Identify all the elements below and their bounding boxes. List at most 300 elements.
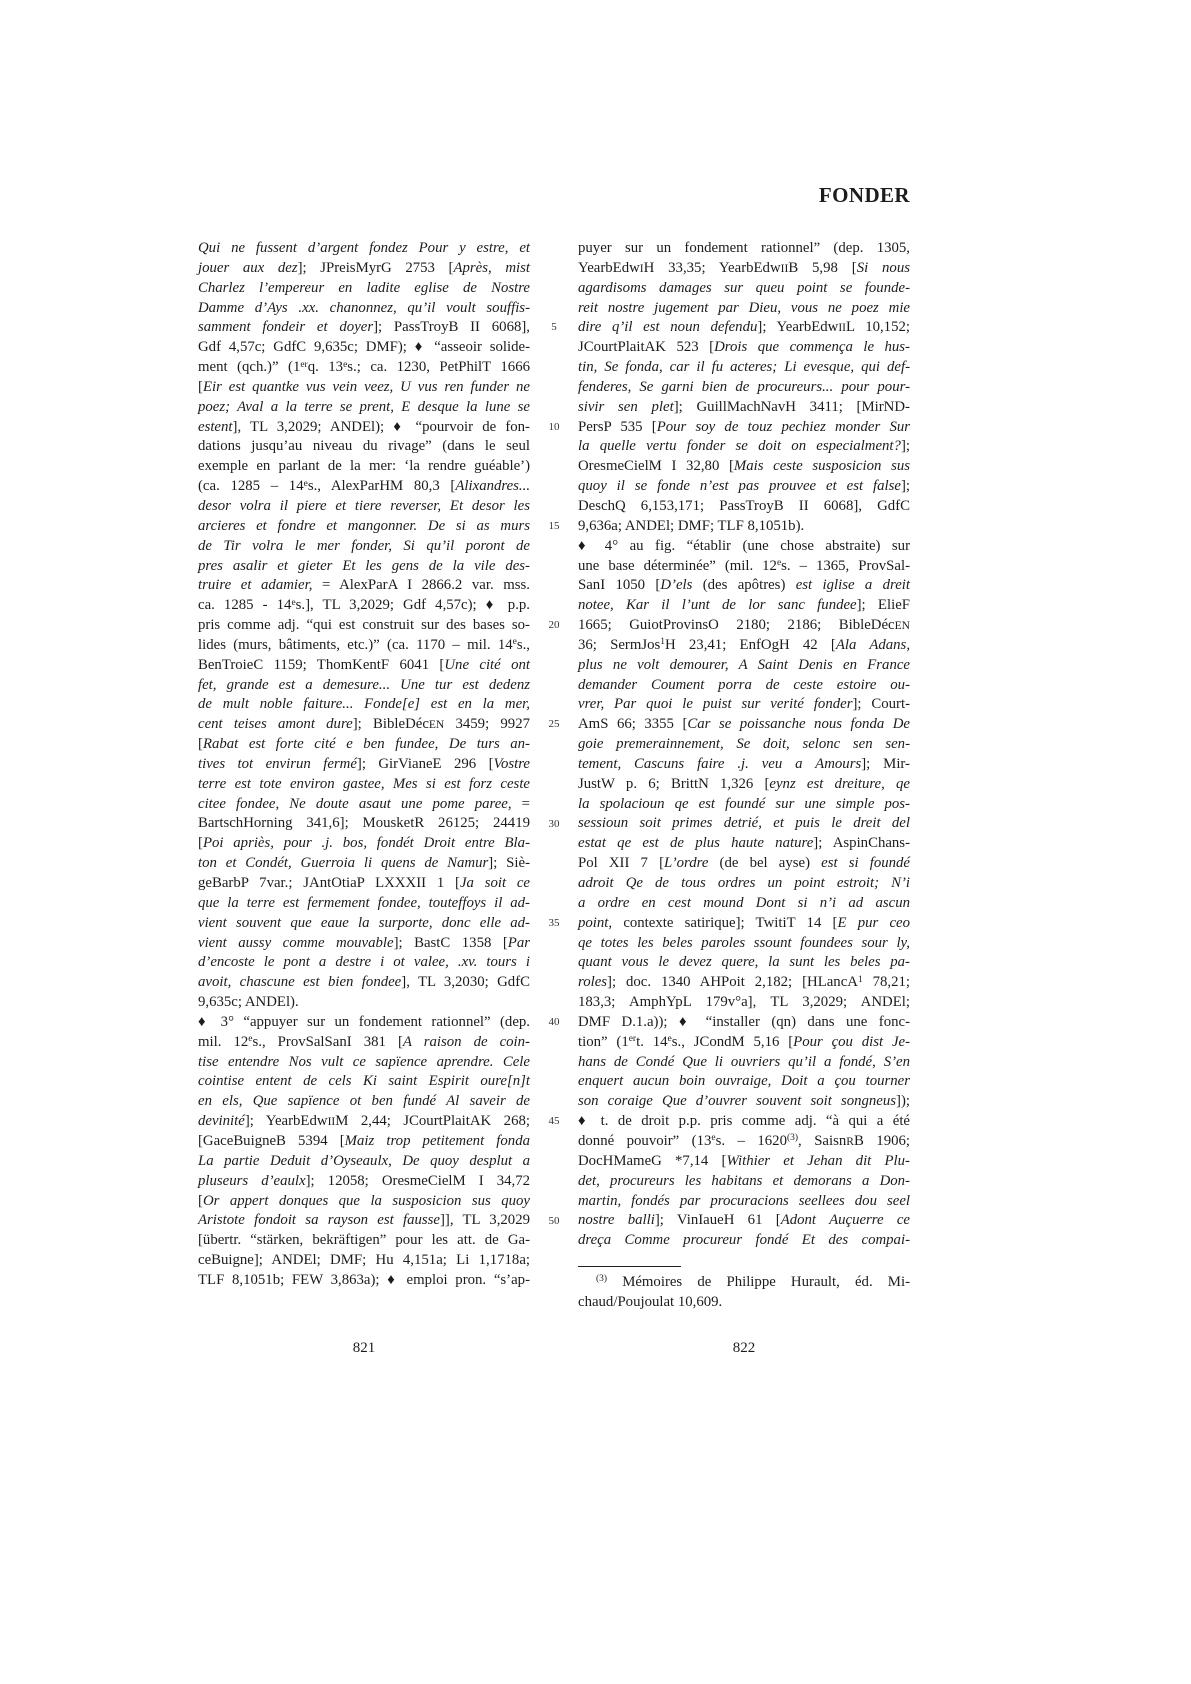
text-run: s. – 1365, ProvSal- [781,557,910,574]
right-column-line [578,299,910,319]
left-column-line [198,934,530,954]
line-text [198,240,530,256]
text-run: M 2,44; JCourtPlaitAK 268; [335,1113,530,1130]
text-run: 36; SermJos [578,636,661,653]
right-column-line [578,656,910,676]
right-column-line [578,814,910,834]
left-column-line [198,1211,530,1231]
line-text [198,994,299,1010]
text-run: t. 14 [636,1033,668,1050]
line-text [578,617,910,633]
line-text [578,498,910,514]
left-column-line [198,656,530,676]
text-run: 1665; GuiotProvinsO 2180; 2186; BibleDéc [578,617,895,634]
superscript: er [628,1034,637,1045]
line-text [198,260,530,276]
line-text [578,518,804,534]
quotation-run: cent teises amont dure [198,716,353,733]
quotation-run: est iglise a dreit [795,577,911,594]
line-text [578,915,910,931]
quotation-run: vient souvent que eaue la surporte, donc elle ad- [198,914,530,931]
small-caps-run: II [327,1116,336,1129]
line-text [198,1073,530,1089]
line-text [198,379,530,395]
line-text [578,280,910,296]
line-text [578,736,910,752]
superscript: e [343,359,348,370]
left-column [198,239,530,1291]
quotation-run: agardisoms damages sur queu point se founde- [578,279,910,296]
text-run: JustW p. 6; BrittN 1,326 [ [578,775,770,792]
quotation-run: tives tot envirun fermé [198,755,357,772]
line-text [198,736,530,752]
right-column-line [578,973,910,993]
right-column-line [578,338,910,358]
line-text [578,796,910,812]
text-run: BartschHorning 341,6]; MousketR 26125; 24419 [198,815,530,832]
quotation-run: Par [507,934,530,951]
right-column-line [578,418,910,438]
quotation-run: Damme d’Ays .xx. chanonnez, qu’il voult souffis- [198,299,530,316]
text-run: B 1906; [853,1132,910,1149]
text-run: = AlexParA I 2866.2 var. mss. [312,577,530,594]
superscript: (3) [596,1274,608,1285]
text-run: [ [198,378,203,395]
left-column-line [198,854,530,874]
right-column-line [578,1013,910,1033]
line-text [198,399,530,415]
line-text [578,935,910,951]
quotation-run: la spolacioun qe est foundé sur une simple pos- [578,795,910,812]
line-text [198,1232,530,1248]
text-run: s., [516,636,530,653]
text-run: ], TL 3,2030; GdfC [401,974,531,991]
line-text [198,1133,530,1149]
quotation-run: pluseurs d’eaulx [198,1172,306,1189]
quotation-run: Withier et Jehan dit Plu- [726,1152,910,1169]
line-text [198,538,530,554]
left-column-line [198,616,530,636]
line-text [198,1193,530,1209]
line-text [198,677,530,693]
line-text [198,617,530,633]
left-column-line [198,715,530,735]
line-text [578,1113,910,1129]
left-column-line [198,1112,530,1132]
right-column-line [578,1172,910,1192]
line-number: 10 [548,420,560,433]
line-text [578,1034,910,1050]
line-text [198,1054,530,1070]
quotation-run: fenderes, Se garni bien de procureurs... pour pour- [578,378,910,395]
left-column-line [198,398,530,418]
text-run: OresmeCielM I 32,80 [ [578,458,734,475]
line-text [578,696,910,712]
left-column-line [198,1192,530,1212]
text-run: ]; YearbEdw [244,1113,328,1130]
quotation-run: E pur ceo [837,914,911,931]
text-run: ]; ElieF [856,597,910,614]
quotation-run: que la terre est fermement fondee, touteffoys il ad- [198,894,530,911]
right-column-line [578,715,910,735]
quotation-run: son coraige Que d’ouvrer souvent soit songneus [578,1093,897,1110]
line-text [578,1073,910,1089]
left-column-line [198,1251,530,1271]
quotation-run: poez; Aval a la terre se prent, E desque la lune se [198,398,530,415]
text-run: ]; VinIaueH 61 [ [654,1212,781,1229]
page-number-left: 821 [352,1340,376,1356]
text-run: L 10,152; [846,319,910,336]
line-text [198,1113,530,1129]
quotation-run: est si foundé [821,855,910,872]
text-run: ]], TL 3,2029 [439,1212,530,1229]
text-run: = [511,795,530,812]
quotation-run: nostre balli [578,1212,655,1229]
left-column-line [198,1152,530,1172]
line-text [578,756,910,772]
small-caps-run: EN [894,620,910,633]
quotation-run: terre est tote environ gastee, Mes si est forz ceste [198,775,530,792]
right-column-line [578,1072,910,1092]
footnote-separator [578,1266,681,1267]
left-column-line [198,299,530,319]
line-text [578,1232,910,1248]
right-column-line [578,1033,910,1053]
line-text [578,399,910,415]
line-text [198,1173,530,1189]
line-text [578,458,910,474]
quotation-run: Aristote fondoit sa rayson est fausse [198,1212,440,1229]
line-text [198,359,530,375]
line-text [198,280,530,296]
quotation-run: devinité [198,1113,245,1130]
quotation-run: Une cité ont [444,656,530,673]
quotation-run: a ordre en cest mound Dont si n’i ad ascun [578,894,910,911]
line-number: 5 [551,321,557,334]
quotation-run: qe totes les beles paroles ssount foundees sour ly, [578,934,910,951]
left-column-line [198,596,530,616]
line-text [578,260,910,276]
quotation-run: eynz est dreiture, qe [769,775,910,792]
text-run: TLF 8,1051b; FEW 3,863a); ♦ emploi pron. “s’ap- [198,1271,530,1288]
quotation-run: jouer aux dez [198,259,298,276]
text-run: [ [198,1192,203,1209]
quotation-run: La partie Deduit d’Oyseaulx, De quoy desplut a [198,1152,530,1169]
text-run: ]; YearbEdw [757,319,839,336]
left-column-line [198,755,530,775]
line-text [578,875,910,891]
line-text [198,796,530,812]
line-text [578,319,910,335]
quotation-run: dreça Comme procureur fondé Et des compai- [578,1232,910,1249]
text-run: ]; JPreisMyrG 2753 [ [297,259,454,276]
line-text [578,538,910,554]
left-column-line [198,973,530,993]
line-text [578,895,910,911]
small-caps-run: EN [428,719,445,732]
quotation-run: Pour çou dist Je- [793,1033,911,1050]
quotation-run: estat qe est de plus haute nature [578,835,814,852]
left-column-line [198,437,530,457]
quotation-run: Or appert donques que la susposicion sus quoy [202,1192,530,1209]
text-run: DeschQ 6,153,171; PassTroyB II 6068], GdfC [578,497,910,514]
left-column-line [198,1053,530,1073]
line-text [578,637,910,653]
quotation-run: la quelle vertu fonder se doit on especialment? [578,438,901,455]
line-text [578,994,910,1010]
line-text [198,518,530,534]
text-run: DMF D.1.a)); ♦ “installer (qn) dans une fonc- [578,1013,910,1030]
line-text [578,1054,910,1070]
text-run: BenTroieC 1159; ThomKentF 6041 [ [198,656,445,673]
quotation-run: Pour soy de touz pechiez monder Sur [656,418,911,435]
line-text [198,915,530,931]
right-column-line [578,795,910,815]
line-text [578,954,910,970]
line-text [198,875,530,891]
text-run: [ [198,835,203,852]
line-text [198,419,530,435]
text-run: contexte satirique]; TwitiT 14 [ [612,914,838,931]
quotation-run: Mais ceste susposicion sus [733,458,910,475]
right-column-line [578,1092,910,1112]
line-text [578,1153,910,1169]
quotation-run: A raison de coin- [402,1033,530,1050]
line-text [198,597,530,613]
quotation-run: Car se poissanche nous fonda De [687,716,911,733]
quotation-run: hans de Condé Que li ouvriers qu’il a fondé, S’en [578,1053,910,1070]
right-column-line [578,1231,910,1251]
line-text [578,1133,910,1149]
line-text [198,756,530,772]
line-number: 45 [548,1115,560,1128]
right-column-line [578,914,910,934]
text-run: (ca. 1285 – 14 [198,478,304,495]
line-number: 40 [548,1016,560,1029]
quotation-run: cointise entent de cels Ki saint Espirit oure[n]t [198,1073,530,1090]
text-run: ]; BastC 1358 [ [393,934,508,951]
line-number: 20 [548,619,560,632]
text-run: YearbEdw [578,259,640,276]
right-column-line [578,1132,910,1152]
right-column-line [578,775,910,795]
line-text [198,657,530,673]
superscript: 1 [857,974,863,985]
left-column-line [198,1013,530,1033]
right-column-line [578,1152,910,1172]
text-run: H 23,41; EnfOgH 42 [ [665,636,836,653]
line-text [198,478,530,494]
text-run: lides (murs, bâtiments, etc.)” (ca. 1170 – mil. 14 [198,636,513,653]
line-text [596,1274,910,1290]
line-text [578,974,910,990]
text-run: ]; 12058; OresmeCielM I 34,72 [305,1172,530,1189]
right-column-line [578,279,910,299]
line-text [198,558,530,574]
left-column-line [198,259,530,279]
left-column-line [198,1271,530,1291]
right-column-line [578,874,910,894]
small-caps-run: II [780,262,789,275]
quotation-run: arcieres et fondre et mangonner. De si as murs [198,517,530,534]
line-text [578,419,910,435]
quotation-run: Rabat est forte cité e ben fundee, De turs an- [202,736,530,753]
small-caps-run: R [846,1135,854,1148]
quotation-run: desor volra il piere et tiere reverser, Et desor les [198,497,530,514]
left-column-line [198,894,530,914]
right-column [578,239,910,1251]
line-number: 35 [548,916,560,929]
right-column-line [578,676,910,696]
text-run: ]; Mir- [861,755,910,772]
left-column-line [198,477,530,497]
line-text [198,815,530,831]
left-column-line [198,279,530,299]
quotation-run: fet, grande est a demesure... Une tur est dedenz [198,676,530,693]
left-column-line [198,576,530,596]
text-run: chaud/Poujoulat 10,609. [578,1293,723,1310]
text-run: ♦ 3° “appuyer sur un fondement rationnel” (dep. [198,1013,530,1030]
superscript: (3) [786,1133,799,1144]
quotation-run: Poi apriès, pour .j. bos, fondét Droit entre Bla- [202,835,530,852]
right-column-line [578,894,910,914]
text-run: q. 13 [307,359,344,376]
quotation-run: Alixandres... [455,478,531,495]
quotation-run: D’els [660,577,693,594]
line-text [578,855,910,871]
quotation-run: sivir sen plet [578,398,674,415]
superscript: e [512,637,517,648]
line-text [578,677,910,693]
right-column-line [578,239,910,259]
text-run: ceBuigne]; ANDEl; DMF; Hu 4,151a; Li 1,1718a; [198,1252,530,1269]
text-run: AmS 66; 3355 [ [578,716,688,733]
left-column-line [198,557,530,577]
line-text [198,637,530,653]
text-run: une base déterminée” (mil. 12 [578,557,777,574]
text-run: s. – 1620 [715,1132,787,1149]
line-text [578,240,910,256]
right-column-line [578,517,910,537]
right-column-line [578,398,910,418]
text-run: (de bel ayse) [708,855,822,872]
right-column-line [578,1192,910,1212]
text-run: ]; BibleDéc [352,716,429,733]
left-column-line [198,378,530,398]
quotation-run: d’encoste le pont a destre i ot valee, .xv. tours i [198,954,530,971]
right-column-line [578,259,910,279]
text-run: dations jusqu’au niveau du rivage” (dans le seul [198,438,530,455]
line-text [198,458,530,474]
quotation-run: Eir est quantke vus vein veez, U vus ren funder ne [202,378,530,395]
quotation-run: adroit Qe de tous ordres un point estroit; N’i [578,875,910,891]
headword-title: FONDER [818,183,910,207]
right-column-line [578,1112,910,1132]
text-run: mil. 12 [198,1033,249,1050]
line-text [578,577,910,593]
line-text [198,776,530,792]
superscript: 1 [660,637,666,648]
quotation-run: notee, Kar il l’unt de lor sanc fundee [578,597,857,614]
left-column-line [198,874,530,894]
quotation-run: Ja soit ce [459,875,530,891]
line-text [198,974,530,990]
quotation-run: L’ordre [664,855,709,872]
left-column-line [198,457,530,477]
quotation-run: Qui ne fussent d’argent fondez Pour y estre, et [198,240,530,256]
text-run: H 33,35; YearbEdw [643,259,781,276]
text-run: SanI 1050 [ [578,577,661,594]
line-text [198,1252,530,1268]
line-text [198,300,530,316]
text-run: DocHMameG *7,14 [ [578,1152,727,1169]
line-text [578,657,910,673]
left-column-line [198,636,530,656]
quotation-run: dire q’il est noun defendu [578,319,758,336]
line-text [578,379,910,395]
line-text [578,1014,910,1030]
line-text [198,319,530,335]
text-run: exemple en parlant de la mer: ‘la rendre guéable’) [198,458,530,475]
text-run: s., ProvSalSanI 381 [ [252,1033,403,1050]
line-text [198,835,530,851]
text-run: ]; doc. 1340 AHPoit 2,182; [HLancA [607,974,858,991]
left-column-line [198,695,530,715]
line-number: 15 [548,519,560,532]
right-column-line [578,358,910,378]
quotation-run: Adont Auçuerre ce [780,1212,911,1229]
text-run: , Saisn [798,1132,847,1149]
left-column-line [198,1072,530,1092]
quotation-run: goie premerainnement, Se doit, selonc sen sen- [578,736,910,753]
right-column-line [578,557,910,577]
line-text [198,895,530,911]
quotation-run: vrer, Par quoi le puist sur verité fonder [578,696,853,713]
line-number: 30 [548,817,560,830]
right-column-line [578,735,910,755]
right-column-line [578,834,910,854]
line-text [198,577,530,593]
line-text [198,1093,530,1109]
line-text [198,1153,530,1169]
quotation-run: quoy il se fonde n’est pas prouvee et est false [578,478,901,495]
line-text [578,478,910,494]
right-column-line [578,437,910,457]
quotation-run: martin, fondés par procuracions seellees dou seel [578,1192,910,1209]
left-column-line [198,676,530,696]
line-text [198,935,530,951]
right-column-line [578,596,910,616]
line-text [198,498,530,514]
text-run: Pol XII 7 [ [578,855,665,872]
line-number: 25 [548,718,560,731]
page-number-right: 822 [732,1340,756,1356]
line-text [198,1014,530,1030]
text-run: 183,3; AmphYpL 179v°a], TL 3,2029; ANDEl; [578,994,910,1011]
line-text [578,815,910,831]
left-column-line [198,953,530,973]
line-number-gutter [538,239,570,1239]
line-text [578,558,910,574]
superscript: e [291,597,296,608]
text-run: ]; Siè- [488,855,530,872]
line-text [578,597,910,613]
line-text [198,1212,530,1228]
text-run: [übertr. “stärken, bekräftigen” pour les att. de Ga- [198,1232,530,1249]
left-column-line [198,1231,530,1251]
quotation-run: Vostre [493,755,530,772]
text-run: 78,21; [862,974,910,991]
